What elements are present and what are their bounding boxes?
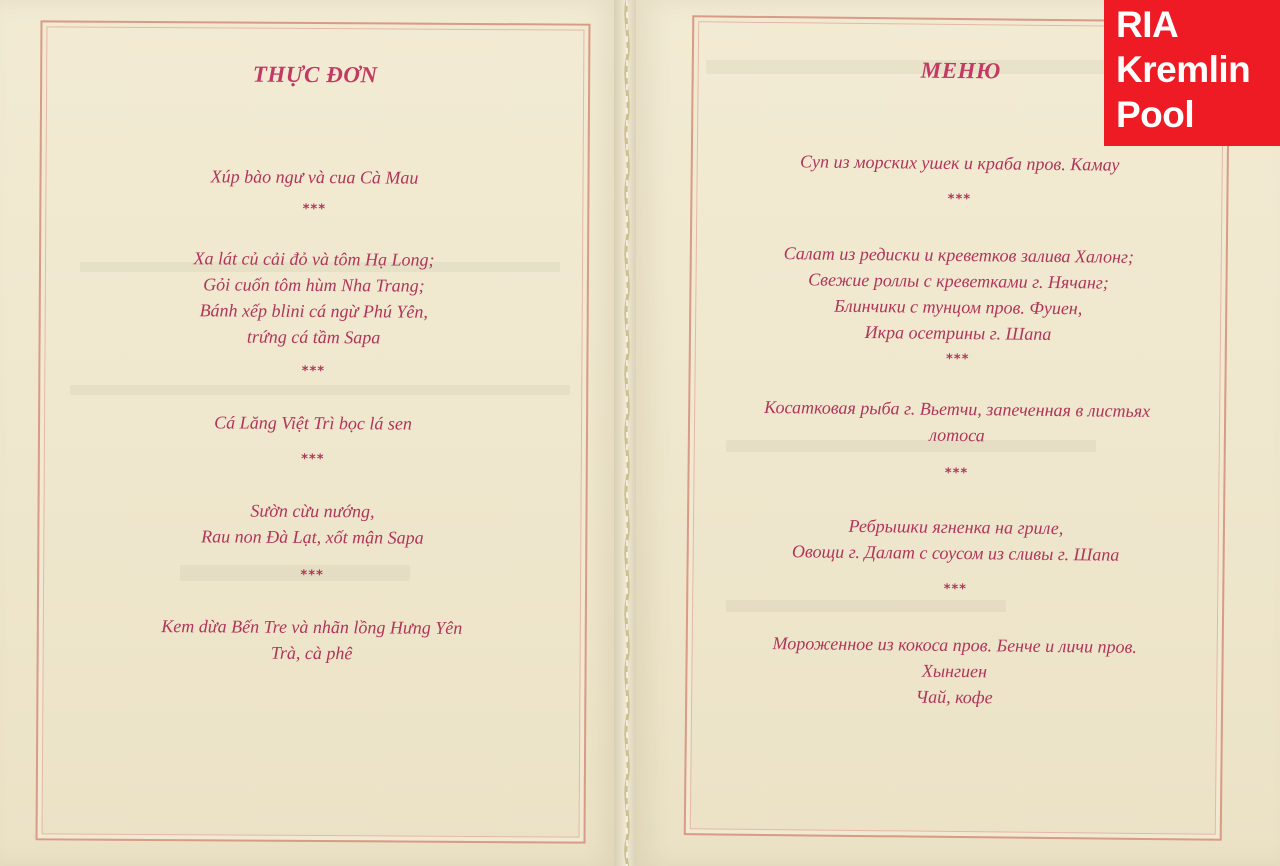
left-menu-separator: *** (301, 363, 326, 380)
right-menu-title: МЕНЮ (920, 57, 1001, 84)
ria-kremlin-pool-watermark (1104, 0, 1280, 146)
right-menu-line: Мороженное из кокоса пров. Бенче и личи пров. (772, 633, 1137, 657)
left-page (0, 0, 618, 866)
right-menu-line: Блинчики с тунцом пров. Фуиен, (834, 295, 1083, 319)
right-menu-separator: *** (944, 465, 969, 482)
right-menu-separator: *** (945, 351, 970, 368)
right-menu-course-5 (687, 629, 1222, 713)
watermark-line: Pool (1116, 94, 1195, 135)
left-menu-course-2 (41, 244, 588, 351)
right-menu-course-4 (689, 511, 1224, 569)
left-menu-line: Trà, cà phê (270, 642, 353, 664)
left-menu-separator: *** (301, 451, 325, 468)
right-menu-separator: *** (943, 581, 968, 598)
watermark-line: RIA (1116, 4, 1179, 45)
right-menu-line: Чай, кофе (915, 686, 993, 708)
right-menu-course-1 (693, 147, 1227, 179)
left-menu-line: Rau non Đà Lạt, xốt mận Sapa (201, 526, 424, 548)
left-menu-course-4 (39, 496, 585, 551)
right-menu-line: Салат из редиски и креветков залива Халонг; (783, 243, 1135, 267)
left-menu-line: Xúp bào ngư và cua Cà Mau (210, 166, 419, 188)
left-menu-separator: *** (302, 201, 327, 218)
right-menu-line: Ребрышки ягненка на гриле, (848, 515, 1064, 539)
left-menu-title: THỰC ĐƠN (252, 61, 378, 88)
right-menu-line: Хынгиен (921, 660, 988, 682)
right-menu-line: Овощи г. Далат с соусом из сливы г. Шапа (791, 541, 1120, 565)
right-menu-line: Свежие роллы с креветками г. Нячанг; (808, 269, 1109, 293)
left-menu-line: Sườn cừu nướng, (250, 500, 375, 522)
left-menu-course-3 (40, 408, 586, 437)
watermark-line: Kremlin (1116, 49, 1251, 90)
right-menu-line: Суп из морских ушек и краба пров. Камау (799, 151, 1120, 175)
left-menu-course-5 (39, 612, 585, 667)
right-menu-separator: *** (947, 191, 972, 208)
left-menu-line: Bánh xếp blini cá ngừ Phú Yên, (199, 300, 428, 322)
right-menu-course-2 (691, 239, 1226, 349)
left-menu-line: Gỏi cuốn tôm hùm Nha Trang; (203, 274, 425, 296)
right-menu-line: лотоса (929, 424, 985, 446)
left-menu-course-1 (41, 162, 587, 191)
left-menu-separator: *** (300, 567, 324, 584)
left-menu-frame (36, 20, 591, 843)
right-menu-course-3 (690, 393, 1225, 451)
left-menu-line: Kem dừa Bến Tre và nhãn lồng Hưng Yên (161, 616, 463, 638)
left-menu-line: trứng cá tầm Sapa (246, 326, 381, 348)
right-menu-line: Косатковая рыба г. Вьетчи, запеченная в листьях (764, 396, 1151, 422)
right-menu-line: Икра осетрины г. Шапа (864, 322, 1052, 344)
left-menu-line: Cá Lăng Việt Trì bọc lá sen (214, 412, 412, 434)
left-menu-line: Xa lát củ cải đỏ và tôm Hạ Long; (193, 248, 435, 270)
